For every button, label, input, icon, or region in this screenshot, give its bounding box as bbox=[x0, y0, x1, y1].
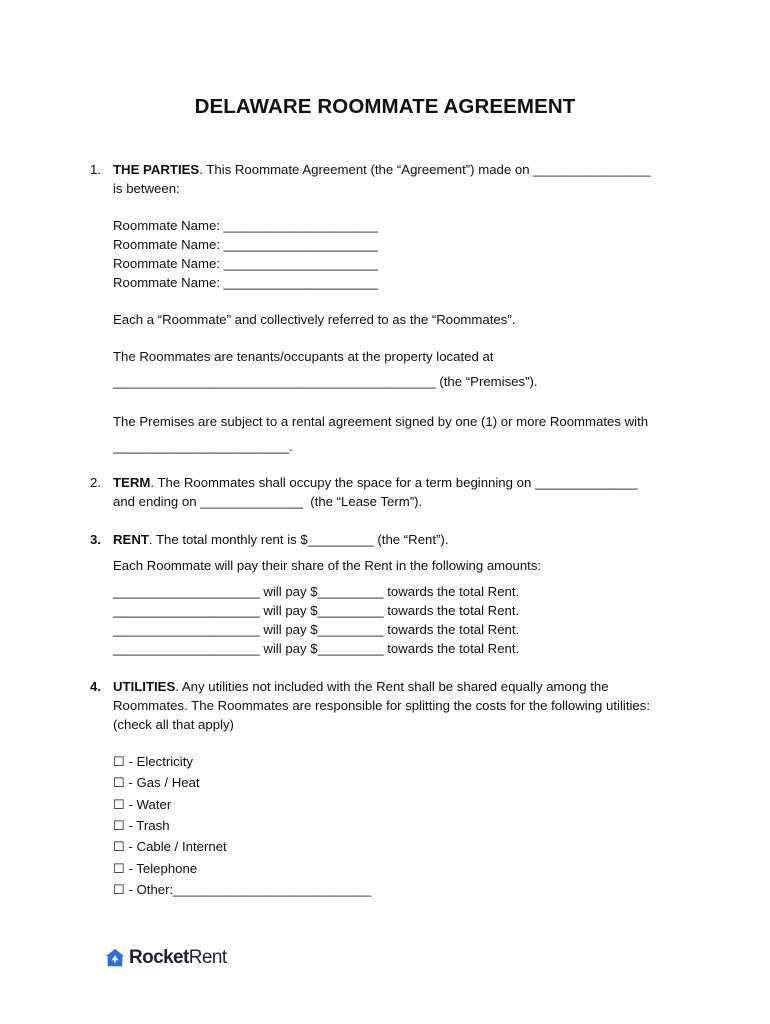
rent-pay-line: ____________________ will pay $_________ towards the total Rent. bbox=[113, 584, 520, 599]
rent-paragraph bbox=[113, 532, 448, 548]
logo-wordmark bbox=[129, 947, 227, 969]
parties-text-2: is between: bbox=[113, 181, 180, 196]
rent-text-1: . The total monthly rent is $_________ (the “Rent”). bbox=[148, 532, 449, 547]
rent-heading: RENT bbox=[113, 532, 149, 547]
utilities-text-3: (check all that apply) bbox=[113, 717, 234, 732]
section-number-4: 4. bbox=[90, 679, 101, 694]
utilities-text-2: Roommates. The Roommates are responsible for splitting the costs for the following utilities: bbox=[113, 698, 651, 713]
section-number-2: 2. bbox=[90, 475, 101, 490]
utilities-text-1: . Any utilities not included with the Rent shall be shared equally among the bbox=[175, 679, 609, 694]
document-title: DELAWARE ROOMMATE AGREEMENT bbox=[194, 95, 576, 118]
utility-checkbox-electricity[interactable]: ☐ - Electricity bbox=[113, 754, 193, 769]
utility-checkbox-water[interactable]: ☐ - Water bbox=[113, 797, 172, 812]
utility-checkbox-cable-internet[interactable]: ☐ - Cable / Internet bbox=[113, 839, 227, 854]
premises-text-1: The Roommates are tenants/occupants at the property located at bbox=[113, 349, 494, 364]
utility-checkbox-telephone[interactable]: ☐ - Telephone bbox=[113, 861, 198, 876]
logo-word-rocket: Rocket bbox=[129, 947, 189, 968]
premises-text-2: ____________________________________________ (the “Premises”). bbox=[113, 374, 538, 389]
term-heading: TERM bbox=[113, 475, 151, 490]
roommate-name-line: Roommate Name: _____________________ bbox=[113, 237, 378, 252]
rental-agreement-text-2: ________________________. bbox=[113, 439, 293, 454]
roommate-name-line: Roommate Name: _____________________ bbox=[113, 256, 378, 271]
utilities-heading: UTILITIES bbox=[113, 679, 176, 694]
utility-checkbox-trash[interactable]: ☐ - Trash bbox=[113, 818, 170, 833]
term-paragraph bbox=[113, 475, 638, 491]
section-number-1: 1. bbox=[90, 162, 101, 177]
utilities-paragraph bbox=[113, 679, 609, 695]
rent-pay-line: ____________________ will pay $_________ towards the total Rent. bbox=[113, 641, 520, 656]
utility-checkbox-other[interactable]: ☐ - Other:___________________________ bbox=[113, 882, 372, 897]
collective-definition: Each a “Roommate” and collectively referred to as the “Roommates”. bbox=[113, 312, 516, 327]
section-number-3: 3. bbox=[90, 532, 101, 547]
utility-checkbox-gas-heat[interactable]: ☐ - Gas / Heat bbox=[113, 775, 200, 790]
term-text-1: . The Roommates shall occupy the space for a term beginning on ______________ bbox=[150, 475, 638, 490]
term-text-2: and ending on ______________ (the “Lease Term”). bbox=[113, 494, 423, 509]
parties-paragraph bbox=[113, 162, 651, 178]
rocketrent-house-icon bbox=[104, 947, 126, 969]
rocketrent-logo bbox=[104, 946, 227, 970]
parties-heading: THE PARTIES bbox=[113, 162, 200, 177]
rent-pay-line: ____________________ will pay $_________ towards the total Rent. bbox=[113, 622, 520, 637]
roommate-name-line: Roommate Name: _____________________ bbox=[113, 218, 378, 233]
logo-word-rent: Rent bbox=[188, 947, 227, 968]
rent-text-2: Each Roommate will pay their share of the Rent in the following amounts: bbox=[113, 558, 542, 573]
rental-agreement-text-1: The Premises are subject to a rental agreement signed by one (1) or more Roommates with bbox=[113, 414, 649, 429]
rent-pay-line: ____________________ will pay $_________ towards the total Rent. bbox=[113, 603, 520, 618]
parties-text-1: . This Roommate Agreement (the “Agreement”) made on ________________ bbox=[199, 162, 651, 177]
roommate-name-line: Roommate Name: _____________________ bbox=[113, 275, 378, 290]
